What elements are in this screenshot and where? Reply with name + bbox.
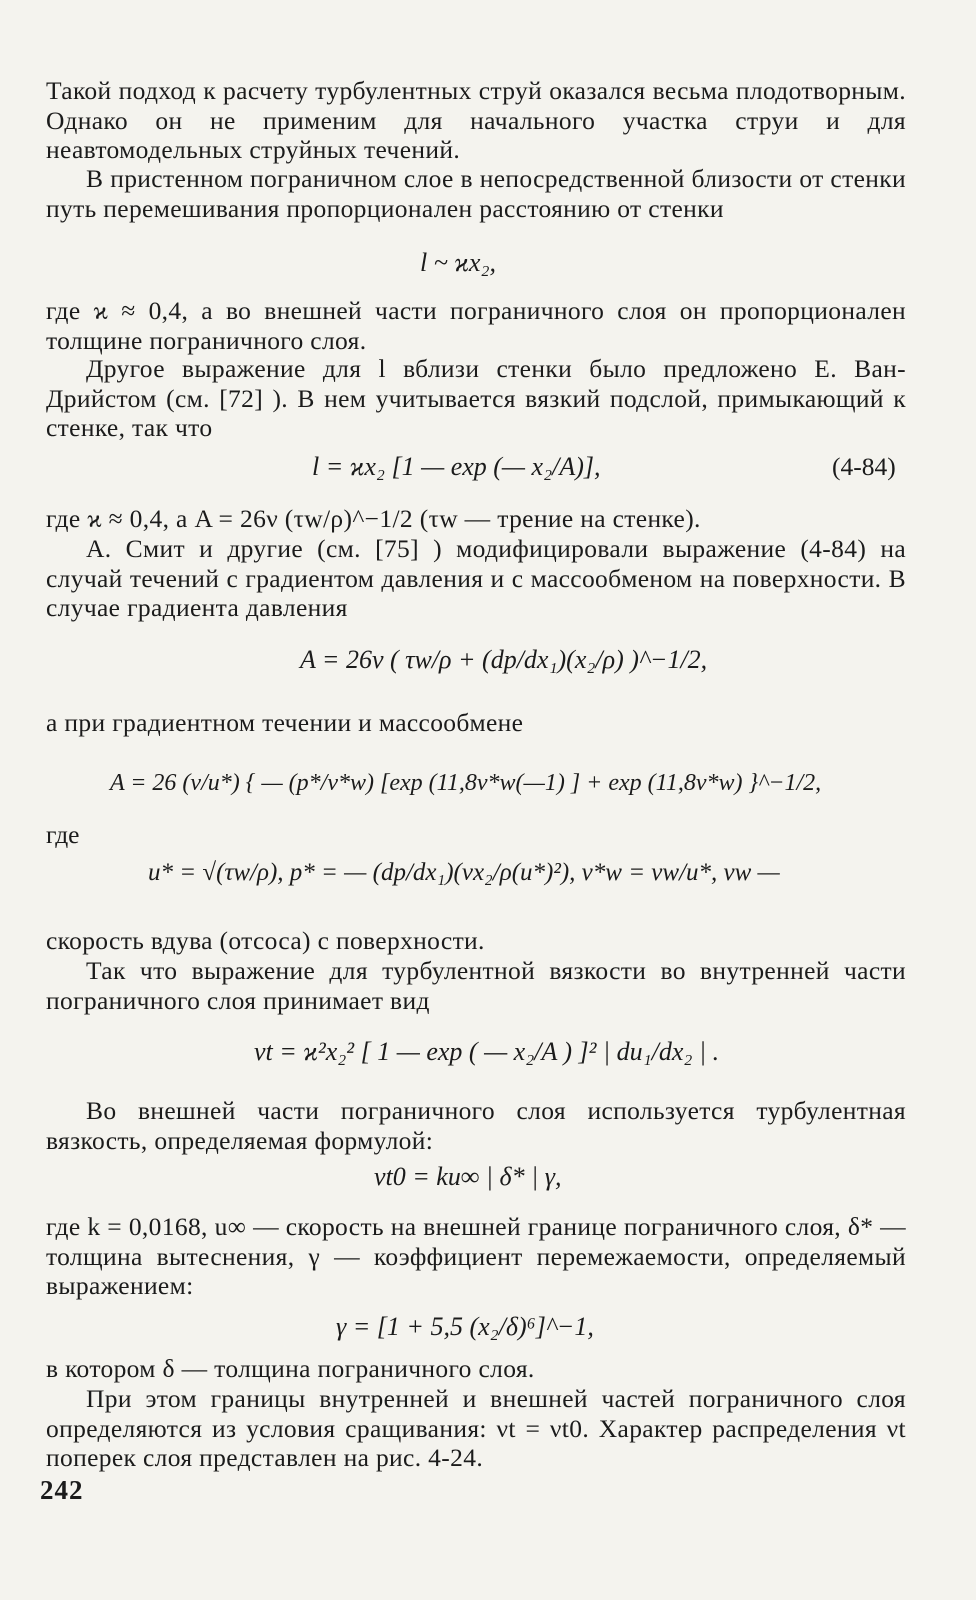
- formula-van-driest: l = ϰx₂ [1 — exp (— x₂/A)],: [312, 452, 601, 481]
- paragraph-4: Другое выражение для l вблизи стенки было предложено Е. Ван-Дрийстом (см. [72] ). В нем учитывается вязкий подслой, примыкающий к стенке, так что: [46, 354, 906, 442]
- formula-pressure-gradient: A = 26ν ( τw/ρ + (dp/dx₁)(x₂/ρ) )^−1/2,: [300, 645, 708, 674]
- formula-turbulent-viscosity-inner: νt = ϰ²x₂² [ 1 — exp ( — x₂/A ) ]² | du₁/dx₂ | .: [254, 1037, 720, 1066]
- page-number: 242: [40, 1475, 84, 1505]
- paragraph-7: а при градиентном течении и массообмене: [46, 708, 524, 737]
- formula-turbulent-viscosity-outer: νt0 = ku∞ | δ* | γ,: [374, 1162, 562, 1191]
- paragraph-3: где ϰ ≈ 0,4, а во внешней части пограничного слоя он пропорционален толщине пограничного слоя.: [46, 296, 906, 355]
- paragraph-2: В пристенном пограничном слое в непосредственной близости от стенки путь перемешивания пропорционален расстоянию от стенки: [46, 164, 906, 223]
- paragraph-5: где ϰ ≈ 0,4, а A = 26ν (τw/ρ)^−1/2 (τw — трение на стенке).: [46, 504, 701, 533]
- paragraph-8: где: [46, 820, 80, 849]
- paragraph-12: где k = 0,0168, u∞ — скорость на внешней границе пограничного слоя, δ* — толщина вытеснения, γ — коэффициент перемежаемости, определяемый выражением:: [46, 1212, 906, 1300]
- paragraph-10: Так что выражение для турбулентной вязкости во внутренней части пограничного слоя принимает вид: [46, 956, 906, 1015]
- paragraph-6: А. Смит и другие (см. [75] ) модифицировали выражение (4-84) на случай течений с градиентом давления и с массообменом на поверхности. В случае градиента давления: [46, 534, 906, 622]
- formula-mixing-length: l ~ ϰx₂,: [420, 248, 496, 277]
- formula-intermittency: γ = [1 + 5,5 (x₂/δ)⁶]^−1,: [336, 1312, 594, 1341]
- paragraph-13: в котором δ — толщина пограничного слоя.: [46, 1354, 535, 1383]
- formula-definitions: u* = √(τw/ρ), p* = — (dp/dx₁)(νx₂/ρ(u*)²), v*w = vw/u*, vw —: [148, 859, 780, 886]
- equation-number: (4-84): [832, 452, 896, 481]
- paragraph-14: При этом границы внутренней и внешней частей пограничного слоя определяются из условия сращивания: νt = νt0. Характер распределения νt поперек слоя представлен на рис. 4-24.: [46, 1384, 906, 1472]
- paragraph-9: скорость вдува (отсоса) с поверхности.: [46, 926, 485, 955]
- formula-mass-transfer: A = 26 (ν/u*) { — (p*/v*w) [exp (11,8v*w(—1) ] + exp (11,8v*w) }^−1/2,: [110, 770, 822, 796]
- paragraph-11: Во внешней части пограничного слоя используется турбулентная вязкость, определяемая формулой:: [46, 1096, 906, 1155]
- paragraph-1: Такой подход к расчету турбулентных струй оказался весьма плодотворным. Однако он не применим для начального участка струи и для неавтомодельных струйных течений.: [46, 76, 906, 164]
